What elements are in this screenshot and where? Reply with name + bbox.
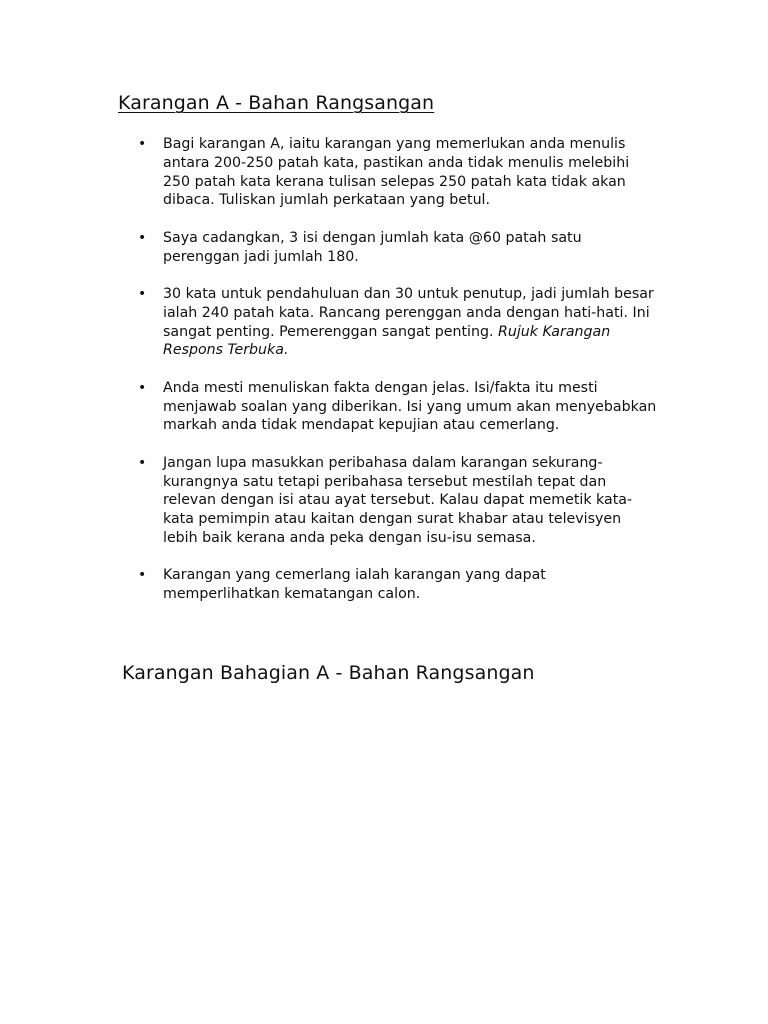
list-item <box>118 454 658 548</box>
bullet-icon: • <box>138 454 147 471</box>
bullet-icon: • <box>138 229 147 246</box>
bullet-text <box>163 286 654 358</box>
bullet-text-main: 30 kata untuk pendahuluan dan 30 untuk penutup, jadi jumlah besar ialah 240 patah kata. Rancang perenggan anda dengan hati-hati. Ini sangat penting. Pemerenggan sangat penting. <box>163 285 654 340</box>
bullet-text: Bagi karangan A, iaitu karangan yang memerlukan anda menulis antara 200-250 patah kata, pastikan anda tidak menulis melebihi 250 patah kata kerana tulisan selepas 250 patah kata tidak akan dibaca. Tuliskan jumlah perkataan yang betul. <box>163 136 630 209</box>
list-item <box>118 379 658 435</box>
bullet-icon: • <box>138 567 147 584</box>
document-title: Karangan A - Bahan Rangsangan <box>118 92 435 114</box>
bullet-icon: • <box>138 136 147 152</box>
list-item <box>118 566 658 604</box>
bullet-icon: • <box>138 379 147 396</box>
bullet-text-italic: Rujuk Karangan Respons Terbuka. <box>163 323 611 359</box>
bullet-list <box>118 135 658 623</box>
bullet-text: Anda mesti menuliskan fakta dengan jelas. Isi/fakta itu mesti menjawab soalan yang diberikan. Isi yang umum akan menyebabkan markah anda tidak mendapat kepujian atau cemerlang. <box>163 379 657 434</box>
bullet-text: Jangan lupa masukkan peribahasa dalam karangan sekurang-kurangnya satu tetapi peribahasa tersebut mestilah tepat dan relevan dengan isi atau ayat tersebut. Kalau dapat memetik kata-kata pemimpin atau kaitan dengan surat khabar atau televisyen lebih baik kerana anda peka dengan isu-isu semasa. <box>163 454 633 546</box>
bullet-text: Saya cadangkan, 3 isi dengan jumlah kata @60 patah satu perenggan jadi jumlah 180. <box>163 229 582 265</box>
bullet-text: Karangan yang cemerlang ialah karangan yang dapat memperlihatkan kematangan calon. <box>163 567 546 603</box>
list-item <box>118 135 658 210</box>
list-item <box>118 229 658 267</box>
document-subtitle: Karangan Bahagian A - Bahan Rangsangan <box>122 662 535 684</box>
bullet-icon: • <box>138 285 147 302</box>
list-item <box>118 285 658 360</box>
